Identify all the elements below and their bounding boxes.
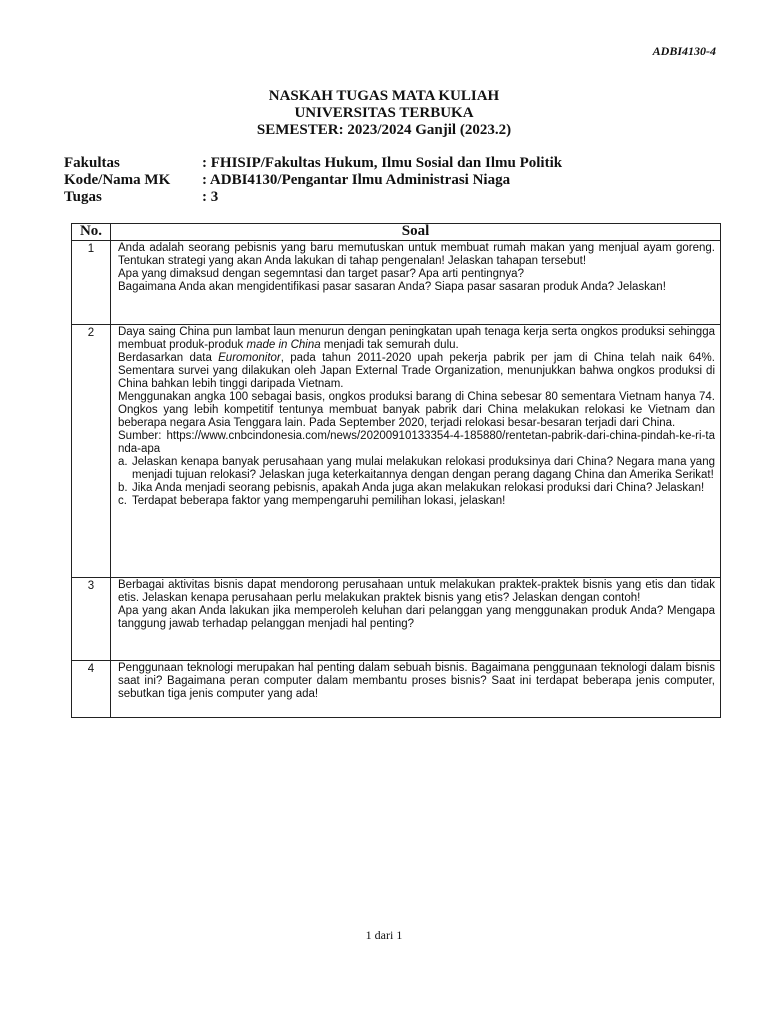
list-marker: b. [118,482,128,494]
table-header-row [72,224,721,241]
emphasis-text: made in China [246,339,321,351]
page-number: 1 dari 1 [365,928,403,942]
course-code-header: ADBI4130-4 [652,44,716,58]
source-citation: Sumber: https://www.cnbcindonesia.com/news/20200910133354-4-185880/rentetan-pabrik-dari-china-pindah-ke-ri-tanda-apa [118,430,715,455]
question-paragraph [118,326,715,352]
header-soal: Soal [111,224,721,241]
meta-label: Kode/Nama MK [64,172,171,188]
list-marker: c. [118,495,127,507]
question-paragraph: Penggunaan teknologi merupakan hal penting dalam sebuah bisnis. Bagaimana penggunaan teknologi dalam bisnis saat ini? Bagaimana peran computer dalam membantu proses bisnis? Saat ini terdapat beberapa jenis computer, sebutkan tiga jenis computer yang ada! [118,662,715,700]
question-number: 3 [72,578,111,661]
list-marker: a. [118,456,128,468]
question-text [111,325,721,578]
list-text: Terdapat beberapa faktor yang mempengaruhi pemilihan lokasi, jelaskan! [132,495,506,507]
questions-table [71,223,721,718]
list-text: Jelaskan kenapa banyak perusahaan yang mulai melakukan relokasi produksinya dari China? Negara mana yang menjadi tujuan relokasi? Jelaskan juga keterkaitannya dengan dengan perang dagang China dan Amerika Serikat! [132,456,715,481]
header-no: No. [72,224,111,241]
table-row [72,578,721,661]
question-paragraph: Menggunakan angka 100 sebagai basis, ongkos produksi barang di China sebesar 80 sementara Vietnam hanya 74. Ongkos yang lebih kompetitif tentunya membuat banyak pabrik dari China melakukan relokasi ke Vietnam dan beberapa negara Asia Tenggara lain. Pada September 2020, terjadi relokasi besar-besaran terjadi dari China. [118,391,715,429]
text-span: , pada tahun 2011-2020 upah pekerja pabrik per jam di China telah naik 64%. Sementara survei yang dilakukan oleh Japan External Trade Organization, menunjukkan bahwa ongkos produksi di China bahkan lebih tinggi daripada Vietnam. [118,352,715,390]
emphasis-text: Euromonitor [218,352,281,364]
question-text [111,661,721,718]
list-text: Jika Anda menjadi seorang pebisnis, apakah Anda juga akan melakukan relokasi produksi dari China? Jelaskan! [132,482,705,494]
meta-label: Tugas [64,189,102,205]
text-span: menjadi tak semurah dulu. [320,339,459,351]
question-text [111,241,721,325]
list-item [118,456,715,482]
title-line-3: SEMESTER: 2023/2024 Ganjil (2023.2) [256,122,512,138]
meta-value: : FHISIP/Fakultas Hukum, Ilmu Sosial dan Ilmu Politik [202,155,563,171]
title-line-2: UNIVERSITAS TERBUKA [294,105,474,121]
question-number: 4 [72,661,111,718]
question-text [111,578,721,661]
question-paragraph: Anda adalah seorang pebisnis yang baru memutuskan untuk membuat rumah makan yang menjual ayam goreng. Tentukan strategi yang akan Anda lakukan di tahap pengenalan! Jelaskan tahapan tersebut! [118,242,715,267]
table-row [72,661,721,718]
meta-row-kode-mk [64,172,562,189]
list-item [118,495,715,508]
meta-value: : 3 [202,189,219,205]
question-number: 1 [72,241,111,325]
document-title [0,88,768,139]
meta-value: : ADBI4130/Pengantar Ilmu Administrasi Niaga [202,172,511,188]
question-number: 2 [72,325,111,578]
question-paragraph: Berbagai aktivitas bisnis dapat mendorong perusahaan untuk melakukan praktek-praktek bisnis yang etis dan tidak etis. Jelaskan kenapa perusahaan perlu melakukan praktek bisnis yang etis? Jelaskan dengan contoh! [118,579,715,604]
meta-label: Fakultas [64,155,120,171]
title-line-1: NASKAH TUGAS MATA KULIAH [268,88,500,104]
course-meta [64,155,562,206]
table-row [72,241,721,325]
question-paragraph [118,352,715,391]
text-span: Daya saing China pun lambat laun menurun dengan peningkatan upah tenaga kerja serta ongkos produksi sehingga membuat produk-produk [118,326,715,351]
table-row [72,325,721,578]
question-paragraph: Apa yang akan Anda lakukan jika memperoleh keluhan dari pelanggan yang menggunakan produk Anda? Mengapa tanggung jawab terhadap pelanggan menjadi hal penting? [118,605,715,630]
meta-row-tugas [64,189,562,206]
question-paragraph: Apa yang dimaksud dengan segemntasi dan target pasar? Apa arti pentingnya? [118,268,524,280]
sub-question-list [118,456,715,508]
meta-row-fakultas [64,155,562,172]
text-span: Berdasarkan data [118,352,219,364]
list-item [118,482,715,495]
question-paragraph: Bagaimana Anda akan mengidentifikasi pasar sasaran Anda? Siapa pasar sasaran produk Anda? Jelaskan! [118,281,666,293]
